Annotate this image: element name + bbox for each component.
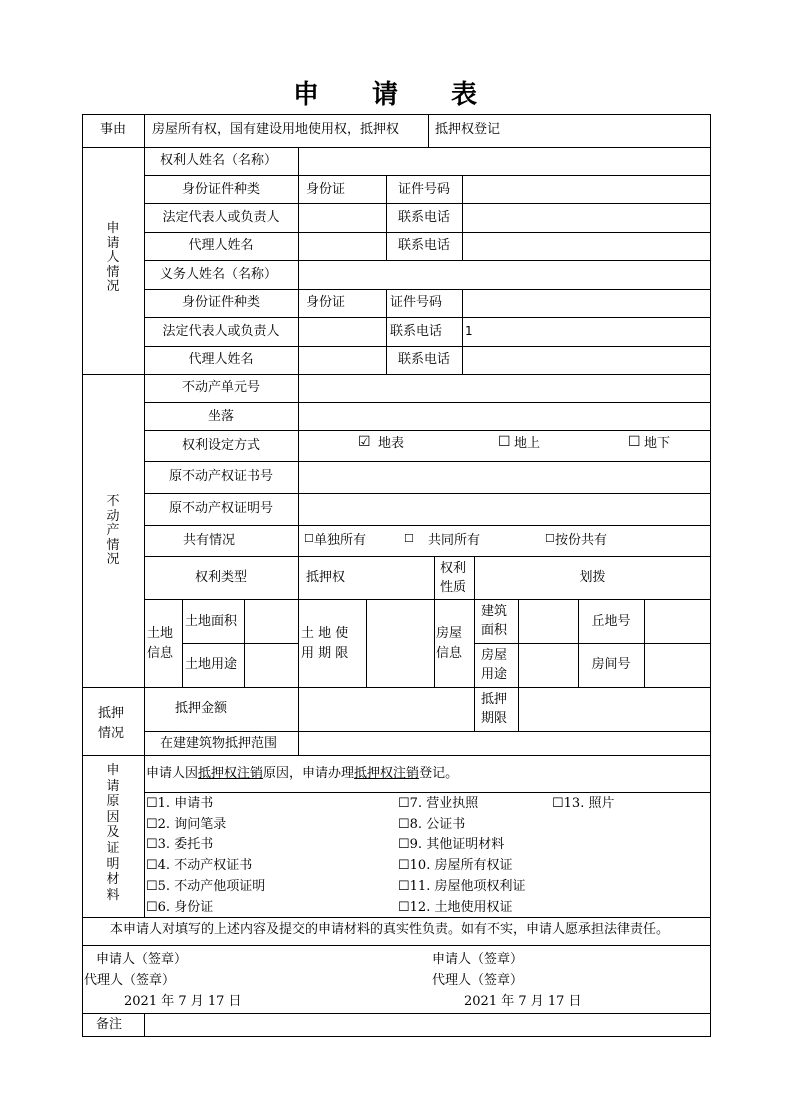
reason-sentence — [146, 766, 458, 782]
applicant-section-label: 申请人情况 — [106, 221, 120, 295]
above-checkbox[interactable]: ☐ — [498, 434, 511, 450]
joint-label: 共同所有 — [428, 533, 481, 548]
material-item[interactable]: ☐8. 公证书 — [398, 817, 466, 832]
material-item[interactable]: ☐6. 身份证 — [146, 900, 214, 915]
material-item[interactable]: ☐1. 申请书 — [146, 796, 214, 811]
agent-sign-left: 代理人（签章） — [84, 973, 176, 988]
obligor-id-type-value[interactable]: 身份证 — [306, 295, 346, 310]
obligor-agent-phone-label: 联系电话 — [397, 352, 450, 367]
building-area-label: 建筑面积 — [481, 604, 508, 638]
material-item[interactable]: ☐11. 房屋他项权利证 — [398, 879, 526, 894]
remarks-label: 备注 — [96, 1017, 123, 1032]
sole-label: 单独所有 — [314, 533, 367, 548]
material-item[interactable]: ☐13. 照片 — [552, 796, 615, 811]
id-type-value[interactable]: 身份证 — [306, 182, 346, 197]
reason-suffix: 登记。 — [419, 766, 459, 781]
obligor-legal-rep-label: 法定代表人或负责人 — [162, 324, 280, 339]
reason-prefix: 申请人因 — [146, 766, 199, 781]
material-item[interactable]: ☐4. 不动产权证书 — [146, 858, 253, 873]
material-item[interactable]: ☐9. 其他证明材料 — [398, 837, 505, 852]
mortgage-period-label: 抵押期限 — [481, 692, 508, 726]
reason-section-label: 申请原因及证明材料 — [106, 763, 120, 903]
agent-name-label: 代理人姓名 — [188, 238, 254, 253]
above-label: 地上 — [514, 436, 541, 451]
id-type-label: 身份证件种类 — [181, 182, 260, 197]
obligor-id-no-label: 证件号码 — [390, 295, 443, 310]
location-label: 坐落 — [207, 409, 234, 424]
right-type-label: 权利类型 — [194, 570, 247, 585]
land-period-label: 土 地 使 用 期 限 — [301, 626, 349, 661]
applicant-sign-left: 申请人（签章） — [96, 952, 188, 967]
material-item[interactable]: ☐2. 询问笔录 — [146, 817, 227, 832]
surface-label: 地表 — [378, 436, 405, 451]
material-item[interactable]: ☐3. 委托书 — [146, 837, 214, 852]
mortgage-section-label: 抵押情况 — [98, 706, 125, 741]
obligor-id-type-label: 身份证件种类 — [181, 295, 260, 310]
date-right: 2021 年 7 月 17 日 — [464, 994, 582, 1009]
obligor-phone-label: 联系电话 — [390, 324, 443, 339]
reason-cause[interactable]: 抵押权注销 — [198, 766, 264, 781]
phone-label: 联系电话 — [397, 210, 450, 225]
id-no-label: 证件号码 — [397, 182, 450, 197]
below-label: 地下 — [644, 436, 671, 451]
matter-type[interactable]: 抵押权登记 — [435, 122, 501, 137]
matter-content[interactable]: 房屋所有权，国有建设用地使用权，抵押权 — [152, 122, 400, 137]
mortgage-amount-label: 抵押金额 — [175, 701, 228, 716]
orig-proof-label: 原不动产权证明号 — [168, 501, 273, 516]
material-item[interactable]: ☐7. 营业执照 — [398, 796, 479, 811]
house-use-label: 房屋用途 — [481, 648, 508, 682]
applicant-sign-right: 申请人（签章） — [432, 952, 524, 967]
right-nature-label: 权利性质 — [440, 561, 467, 595]
room-no-label: 房间号 — [591, 657, 631, 672]
right-nature-value[interactable]: 划拨 — [579, 570, 606, 585]
right-setting-label: 权利设定方式 — [181, 438, 260, 453]
unit-no-label: 不动产单元号 — [181, 380, 260, 395]
land-info-label: 土地信息 — [147, 626, 174, 661]
legal-rep-label: 法定代表人或负责人 — [162, 210, 280, 225]
agent-sign-right: 代理人（签章） — [432, 973, 524, 988]
declaration-text: 本申请人对填写的上述内容及提交的申请材料的真实性负责。如有不实，申请人愿承担法律责任。 — [110, 922, 670, 937]
reason-mid: 原因，申请办理 — [263, 766, 355, 781]
below-checkbox[interactable]: ☐ — [628, 434, 641, 450]
date-left: 2021 年 7 月 17 日 — [124, 994, 242, 1009]
property-section-label: 不动产情况 — [106, 494, 120, 568]
obligor-name-label: 义务人姓名（名称） — [160, 267, 278, 282]
rights-holder-name-label: 权利人姓名（名称） — [160, 153, 278, 168]
form-title: 申 请 表 — [292, 80, 500, 110]
reason-registration[interactable]: 抵押权注销 — [354, 766, 420, 781]
sole-checkbox[interactable]: ☐ — [304, 532, 314, 545]
construction-scope-label: 在建建筑物抵押范围 — [160, 736, 278, 751]
agent-phone-label: 联系电话 — [397, 238, 450, 253]
house-info-label: 房屋信息 — [436, 626, 463, 661]
material-item[interactable]: ☐5. 不动产他项证明 — [146, 879, 266, 894]
land-area-label: 土地面积 — [185, 614, 238, 629]
orig-cert-label: 原不动产权证书号 — [168, 469, 273, 484]
share-checkbox[interactable]: ☐ — [545, 532, 555, 545]
right-type-value[interactable]: 抵押权 — [306, 570, 346, 585]
co-owner-label: 共有情况 — [182, 533, 235, 548]
surface-checkbox[interactable]: ☑ — [358, 434, 371, 450]
matter-label: 事由 — [99, 122, 126, 137]
obligor-agent-name-label: 代理人姓名 — [188, 352, 254, 367]
material-item[interactable]: ☐10. 房屋所有权证 — [398, 858, 513, 873]
parcel-no-label: 丘地号 — [591, 614, 631, 629]
joint-checkbox[interactable]: ☐ — [404, 532, 414, 545]
material-item[interactable]: ☐12. 土地使用权证 — [398, 900, 513, 915]
share-label: 按份共有 — [555, 533, 608, 548]
obligor-phone-value[interactable]: 1 — [465, 324, 473, 338]
land-use-label: 土地用途 — [185, 657, 238, 672]
